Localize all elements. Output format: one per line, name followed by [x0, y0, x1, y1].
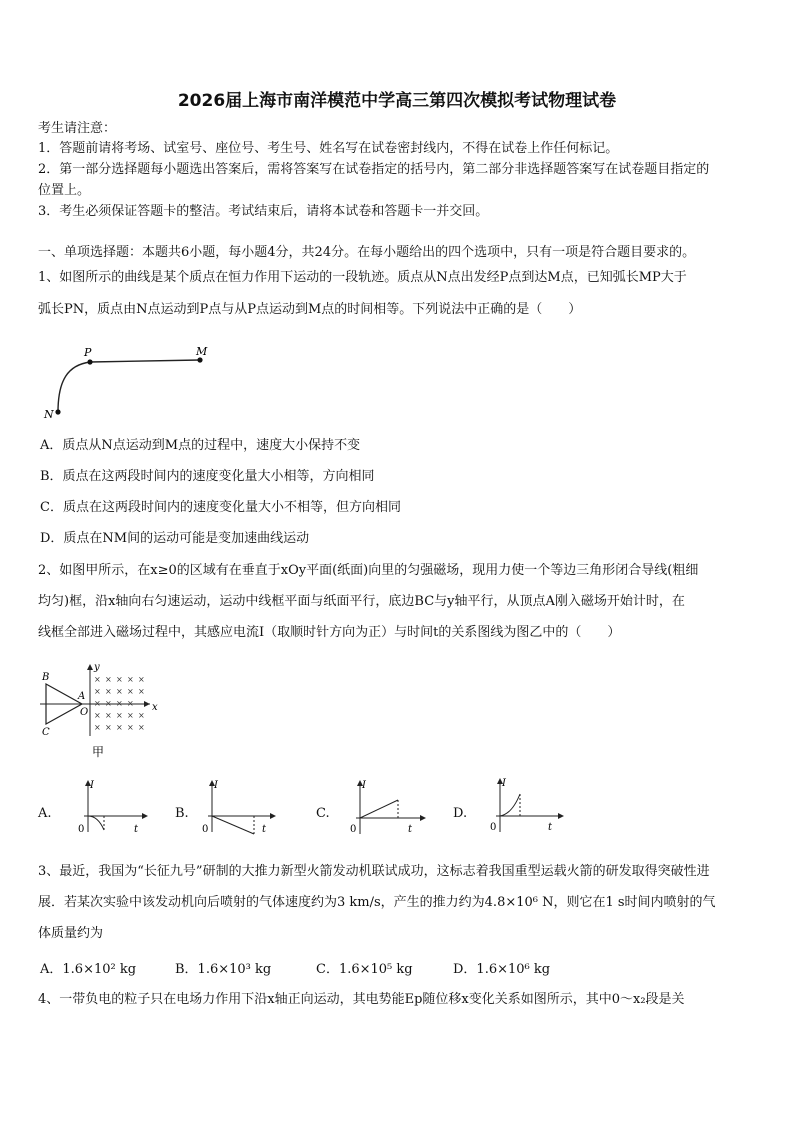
svg-text:×: × [116, 699, 123, 708]
q2-option-d-graph [478, 774, 568, 836]
svg-text:I: I [214, 780, 218, 791]
svg-text:×: × [127, 675, 134, 684]
q2-option-b-letter: B. [175, 806, 189, 821]
svg-text:×: × [105, 687, 112, 696]
svg-text:0: 0 [78, 824, 85, 835]
q3-text-line3: 体质量约为 [38, 926, 104, 941]
svg-text:t: t [548, 822, 553, 833]
q1-option-d: D．质点在NM间的运动可能是变加速曲线运动 [40, 531, 310, 546]
svg-text:×: × [105, 699, 112, 708]
q3-text-line2: 展．若某次实验中该发动机向后喷射的气体速度约为3 km/s，产生的推力约为4.8×10⁶ N，则它在1 s时间内喷射的气 [38, 895, 716, 910]
q1-option-c: C．质点在这两段时间内的速度变化量大小不相等，但方向相同 [40, 500, 401, 515]
svg-text:t: t [408, 824, 413, 835]
point-n-label: N [44, 408, 54, 420]
q1-trajectory-figure [38, 340, 218, 420]
svg-text:×: × [105, 723, 112, 732]
svg-text:0: 0 [490, 822, 497, 833]
svg-text:×: × [138, 687, 145, 696]
section-heading: 一、单项选择题：本题共6小题，每小题4分，共24分。在每小题给出的四个选项中，只有一项是符合题目要求的。 [38, 245, 696, 260]
q3-text-line1: 3、最近，我国为“长征九号”研制的大推力新型火箭发动机联试成功，这标志着我国重型运载火箭的研发取得突破性进 [38, 864, 710, 879]
svg-text:0: 0 [202, 824, 209, 835]
q2-option-a-graph [70, 776, 150, 838]
q2-option-d-letter: D. [453, 806, 468, 821]
notice-item-1: 1．答题前请将考场、试室号、座位号、考生号、姓名写在试卷密封线内，不得在试卷上作任何标记。 [38, 141, 619, 156]
q2-option-c-letter: C. [316, 806, 330, 821]
origin-o-label: O [80, 707, 89, 718]
svg-text:×: × [116, 675, 123, 684]
vertex-a-label: A [78, 691, 86, 702]
svg-text:×: × [105, 711, 112, 720]
figure-caption-jia: 甲 [92, 745, 105, 759]
svg-text:×: × [127, 711, 134, 720]
q1-text-line2: 弧长PN，质点由N点运动到P点与从P点运动到M点的时间相等。下列说法中正确的是（ ） [38, 302, 582, 317]
q2-option-a-letter: A. [38, 806, 52, 821]
svg-text:I: I [362, 780, 366, 791]
x-axis-label: x [152, 702, 158, 713]
q3-option-c: C．1.6×10⁵ kg [316, 962, 413, 977]
q3-option-b: B．1.6×10³ kg [175, 962, 272, 977]
svg-text:×: × [94, 687, 101, 696]
q1-text-line1: 1、如图所示的曲线是某个质点在恒力作用下运动的一段轨迹。质点从N点出发经P点到达M点，已知弧长MP大于 [38, 270, 687, 285]
svg-text:I: I [502, 778, 506, 789]
q3-option-d: D．1.6×10⁶ kg [453, 962, 551, 977]
point-m-label: M [196, 345, 208, 358]
notice-item-2-cont: 位置上。 [38, 183, 91, 198]
svg-text:×: × [116, 687, 123, 696]
svg-text:×: × [94, 711, 101, 720]
point-p-label: P [84, 346, 92, 359]
vertex-b-label: B [42, 672, 50, 683]
q4-text-line1: 4、一带负电的粒子只在电场力作用下沿x轴正向运动，其电势能Ep随位移x变化关系如图所示，其中0～x₂段是关 [38, 992, 685, 1007]
svg-text:×: × [116, 711, 123, 720]
svg-text:×: × [127, 723, 134, 732]
q2-option-c-graph [342, 776, 432, 838]
svg-text:0: 0 [350, 824, 357, 835]
page-title: 2026届上海市南洋模范中学高三第四次模拟考试物理试卷 [177, 91, 617, 111]
svg-text:×: × [116, 723, 123, 732]
svg-text:×: × [127, 687, 134, 696]
notice-item-2: 2．第一部分选择题每小题选出答案后，需将答案写在试卷指定的括号内，第二部分非选择题答案写在试卷题目指定的 [38, 162, 710, 177]
notice-item-3: 3．考生必须保证答题卡的整洁。考试结束后，请将本试卷和答题卡一并交回。 [38, 204, 489, 219]
q2-text-line1: 2、如图甲所示，在x≥0的区域有在垂直于xOy平面(纸面)向里的匀强磁场，现用力使一个等边三角形闭合导线(粗细 [38, 563, 699, 578]
svg-text:×: × [94, 675, 101, 684]
q3-option-a: A．1.6×10² kg [40, 962, 137, 977]
svg-text:t: t [262, 824, 267, 835]
q2-text-line2: 均匀)框，沿x轴向右匀速运动，运动中线框平面与纸面平行，底边BC与y轴平行，从顶点A刚入磁场开始计时，在 [38, 594, 685, 609]
svg-text:I: I [90, 780, 94, 791]
svg-text:×: × [94, 723, 101, 732]
svg-text:×: × [138, 723, 145, 732]
svg-text:t: t [134, 824, 139, 835]
y-axis-label: y [94, 662, 100, 673]
vertex-c-label: C [42, 727, 50, 738]
svg-text:×: × [94, 699, 101, 708]
q2-text-line3: 线框全部进入磁场过程中，其感应电流I（取顺时针方向为正）与时间t的关系图线为图乙中的（ ） [38, 625, 621, 640]
q1-option-b: B．质点在这两段时间内的速度变化量大小相等，方向相同 [40, 469, 375, 484]
svg-text:×: × [138, 711, 145, 720]
q1-option-a: A．质点从N点运动到M点的过程中，速度大小保持不变 [40, 438, 361, 453]
q2-option-b-graph [198, 776, 278, 838]
svg-text:×: × [127, 699, 134, 708]
notice-heading: 考生请注意： [38, 121, 117, 136]
svg-text:×: × [105, 675, 112, 684]
svg-text:×: × [138, 675, 145, 684]
q2-magnetic-field-figure [38, 660, 168, 760]
